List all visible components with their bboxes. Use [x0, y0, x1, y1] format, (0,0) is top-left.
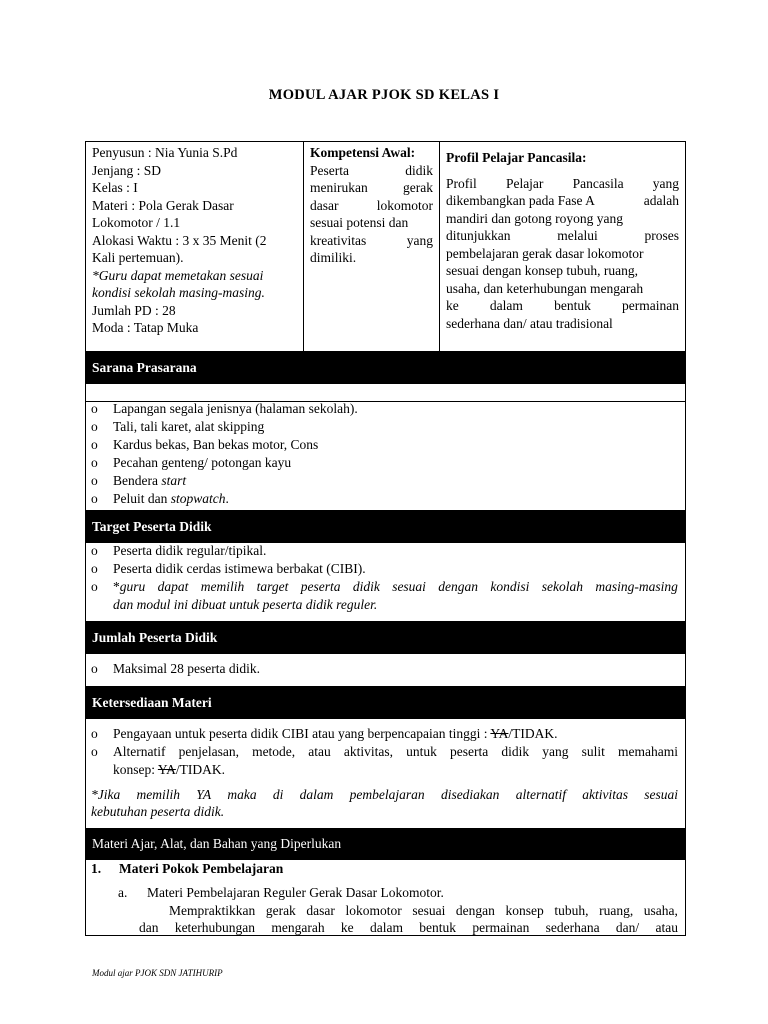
ketersediaan-note-word: dalam	[299, 787, 334, 802]
materi-word: mengarah	[271, 920, 325, 935]
list-item-text: Tali, tali karet, alat skipping	[113, 419, 265, 434]
target-note-word: dapat	[157, 579, 189, 594]
profil-word: dikembangkan pada Fase A	[446, 193, 595, 208]
kompetensi-word: dimiliki.	[310, 250, 357, 265]
ketersediaan-word: penjelasan,	[178, 744, 239, 759]
identity-table	[85, 141, 686, 352]
target-note-word: peserta	[300, 579, 341, 594]
materi-line-2: Lokomotor / 1.1	[92, 215, 181, 230]
profil-word: adalah	[643, 193, 679, 208]
kompetensi-line	[310, 179, 433, 197]
profil-line	[446, 262, 679, 280]
list-item	[85, 418, 686, 436]
list-item: o Peluit dan stopwatch.	[85, 490, 686, 508]
materi-word: dalam	[369, 920, 403, 935]
ketersediaan-note: *Jika memilih YA maka di dalam pembelajaran disediakan alternatif aktivitas sesuai kebutuhan peserta didik.	[91, 787, 678, 819]
jenjang: Jenjang : SD	[92, 162, 161, 178]
target-list	[85, 542, 686, 614]
ketersediaan-word: metode,	[252, 744, 296, 759]
list-item	[85, 660, 686, 678]
list-item-text: Pecahan genteng/ potongan kayu	[113, 455, 292, 470]
profil-word: proses	[644, 228, 679, 243]
list-item	[85, 454, 686, 472]
moda: Moda : Tatap Muka	[92, 320, 199, 335]
list-item	[85, 560, 686, 578]
identity-column	[86, 142, 304, 351]
materi-word: usaha,	[643, 903, 678, 918]
profil-word: Profil	[446, 175, 477, 191]
kompetensi-word: kreativitas	[310, 232, 367, 248]
profil-word: sesuai dengan konsep tubuh, ruang,	[446, 263, 638, 278]
materi-word: permainan	[472, 920, 530, 935]
target-note-word: memilih	[200, 579, 245, 594]
profil-word: yang	[652, 175, 679, 191]
list-item	[85, 542, 686, 560]
alokasi-line-1: Alokasi Waktu : 3 x 35 Menit (2	[92, 232, 267, 248]
ketersediaan-word: atau	[308, 744, 331, 759]
kompetensi-word: menirukan	[310, 180, 368, 195]
list-item	[85, 578, 686, 614]
profil-column	[440, 142, 685, 351]
materi-word: atau	[655, 920, 678, 935]
bullet: o	[91, 491, 98, 506]
ketersediaan-word: memahami	[617, 744, 678, 759]
bullet: o	[91, 401, 98, 416]
materi-word: konsep	[505, 903, 544, 918]
jumlah-heading: Jumlah Peserta Didik	[85, 621, 686, 654]
kompetensi-line	[310, 214, 433, 232]
peluit-stopwatch: stopwatch	[170, 491, 226, 506]
profil-line	[446, 245, 679, 263]
materi-word: sederhana	[545, 920, 600, 935]
bullet: o	[91, 579, 98, 594]
kompetensi-column	[304, 142, 440, 351]
materi-number: 1.	[91, 861, 102, 876]
materi-word: ke	[340, 920, 354, 935]
kompetensi-line	[310, 249, 433, 267]
ketersediaan-word: sulit	[581, 744, 605, 759]
profil-word: pembelajaran gerak dasar lokomotor	[446, 245, 644, 261]
bullet: o	[91, 744, 98, 759]
profil-line	[446, 315, 679, 333]
kompetensi-heading: Kompetensi Awal:	[310, 145, 416, 160]
bullet: o	[91, 437, 98, 452]
bullet: o	[91, 726, 98, 741]
target-note-word: sesuai	[392, 579, 426, 594]
ketersediaan-word: Alternatif	[113, 744, 166, 759]
materi-word: dan/	[615, 920, 640, 935]
materi-a-text: Materi Pembelajaran Reguler Gerak Dasar Lokomotor.	[147, 885, 444, 900]
list-item-text: Lapangan segala jenisnya (halaman sekolah).	[113, 401, 358, 416]
jumlah-list	[85, 660, 686, 678]
target-heading: Target Peserta Didik	[85, 510, 686, 543]
bullet: o	[91, 543, 98, 558]
jumlah-item: Maksimal 28 peserta didik.	[113, 661, 260, 676]
kompetensi-word: dasar	[310, 197, 339, 213]
sarana-list	[85, 400, 686, 508]
bullet: o	[91, 561, 98, 576]
kompetensi-line	[310, 197, 433, 215]
target-note-word: dengan	[438, 579, 479, 594]
ketersediaan-word: peserta	[450, 744, 489, 759]
materi-word: bentuk	[419, 920, 457, 935]
kompetensi-word: lokomotor	[376, 197, 433, 213]
profil-line	[446, 210, 679, 228]
materi-word: keterhubungan	[174, 920, 256, 935]
bendera-start: start	[161, 473, 187, 488]
target-note-word: sekolah	[541, 579, 584, 594]
kompetensi-word: didik	[405, 162, 433, 178]
ketersediaan-note-word: sesuai	[644, 787, 678, 802]
profil-line	[446, 192, 679, 210]
ketersediaan-list	[85, 725, 686, 820]
list-item	[85, 400, 686, 418]
ketersediaan-note-word: di	[272, 787, 284, 802]
target-note-line-2: dan modul ini dibuat untuk peserta didik reguler.	[113, 597, 378, 612]
profil-word: melalui	[557, 228, 598, 243]
ketersediaan-note-word: alternatif	[515, 787, 566, 802]
ketersediaan-word: yang	[542, 744, 569, 759]
alokasi-line-2: Kali pertemuan).	[92, 250, 184, 265]
ketersediaan-note-word: *Jika	[91, 787, 121, 802]
list-item-text: Kardus bekas, Ban bekas motor, Cons	[113, 437, 319, 452]
ketersediaan-heading: Ketersediaan Materi	[85, 686, 686, 719]
profil-line	[446, 297, 679, 315]
list-item-text: Peserta didik cerdas istimewa berbakat (CIBI).	[113, 561, 366, 576]
kelas: Kelas : I	[92, 180, 138, 195]
kompetensi-text	[310, 162, 433, 267]
ya-struck: YA	[490, 726, 509, 741]
profil-line	[446, 227, 679, 245]
ketersediaan-note-word: pembelajaran	[349, 787, 425, 802]
materi-a-label: a.	[118, 885, 128, 900]
list-item: o Bendera start	[85, 472, 686, 490]
profil-word: dalam	[489, 298, 523, 313]
target-note-word: *guru	[113, 579, 146, 594]
kompetensi-word: sesuai potensi dan	[310, 215, 409, 230]
jumlah-pd: Jumlah PD : 28	[92, 302, 176, 318]
materi-word: dasar	[306, 903, 335, 918]
profil-word: bentuk	[554, 298, 591, 313]
ya-struck: YA	[157, 762, 176, 777]
sarana-heading: Sarana Prasarana	[85, 351, 686, 384]
target-note-word: target	[256, 579, 289, 594]
target-note-word: didik	[352, 579, 380, 594]
profil-word: permainan	[622, 298, 679, 313]
bullet: o	[91, 419, 98, 434]
materi-word: tubuh,	[554, 903, 589, 918]
bullet: o	[91, 661, 98, 676]
kompetensi-line	[310, 162, 433, 180]
materi-word: gerak	[265, 903, 296, 918]
materi-word: ruang,	[599, 903, 634, 918]
list-item: o Alternatif penjelasan, metode, atau aktivitas, untuk peserta didik yang sulit memahami konsep: YA/TIDAK.	[85, 743, 686, 779]
profil-line	[446, 175, 679, 193]
ketersediaan-note-word: memilih	[136, 787, 181, 802]
profil-word: Pancasila	[572, 175, 624, 191]
profil-word: ditunjukkan	[446, 228, 511, 243]
kompetensi-word: gerak	[403, 180, 433, 195]
kompetensi-word: Peserta	[310, 162, 349, 178]
materi-word: sesuai	[412, 903, 446, 918]
profil-text	[446, 175, 679, 333]
ketersediaan-note-word: YA	[196, 787, 212, 802]
materi-word: Mempraktikkan	[169, 903, 256, 918]
ketersediaan-note-word: disediakan	[440, 787, 500, 802]
ketersediaan-note-word: maka	[227, 787, 257, 802]
materi-word: dan	[139, 920, 159, 935]
kompetensi-line	[310, 232, 433, 250]
ketersediaan-word: didik	[501, 744, 530, 759]
profil-line	[446, 280, 679, 298]
bullet: o	[91, 473, 98, 488]
profil-word: usaha, dan keterhubungan mengarah	[446, 280, 644, 296]
materi-content	[85, 860, 686, 936]
materi-word: lokomotor	[345, 903, 402, 918]
guru-note-line-2: kondisi sekolah masing-masing.	[92, 285, 265, 300]
profil-word: mandiri dan gotong royong yang	[446, 210, 623, 226]
target-note-word: kondisi	[490, 579, 530, 594]
materi-line-1: Materi : Pola Gerak Dasar	[92, 197, 234, 213]
profil-word: Pelajar	[505, 175, 544, 191]
profil-word: sederhana dan/ atau tradisional	[446, 315, 613, 331]
ketersediaan-word: aktivitas,	[343, 744, 394, 759]
list-item: o Pengayaan untuk peserta didik CIBI atau yang berpencapaian tinggi : YA/TIDAK.	[85, 725, 686, 743]
profil-heading: Profil Pelajar Pancasila:	[446, 150, 587, 165]
list-item-text: Peserta didik regular/tipikal.	[113, 543, 267, 558]
penyusun: Penyusun : Nia Yunia S.Pd	[92, 145, 238, 160]
guru-note-line-1: *Guru dapat memetakan sesuai	[92, 267, 264, 283]
materi-word: dengan	[455, 903, 495, 918]
list-item	[85, 436, 686, 454]
kompetensi-word: yang	[406, 232, 433, 248]
target-note-word: masing-masing	[595, 579, 678, 594]
ketersediaan-word: untuk	[406, 744, 437, 759]
document-title: MODUL AJAR PJOK SD KELAS I	[268, 87, 500, 103]
bullet: o	[91, 455, 98, 470]
materi-subheading: Materi Pokok Pembelajaran	[119, 861, 284, 876]
page-footer: Modul ajar PJOK SDN JATIHURIP	[92, 968, 223, 978]
ketersediaan-note-word: aktivitas	[582, 787, 628, 802]
materi-heading: Materi Ajar, Alat, dan Bahan yang Diperlukan	[85, 828, 686, 860]
profil-word: ke	[446, 298, 459, 313]
